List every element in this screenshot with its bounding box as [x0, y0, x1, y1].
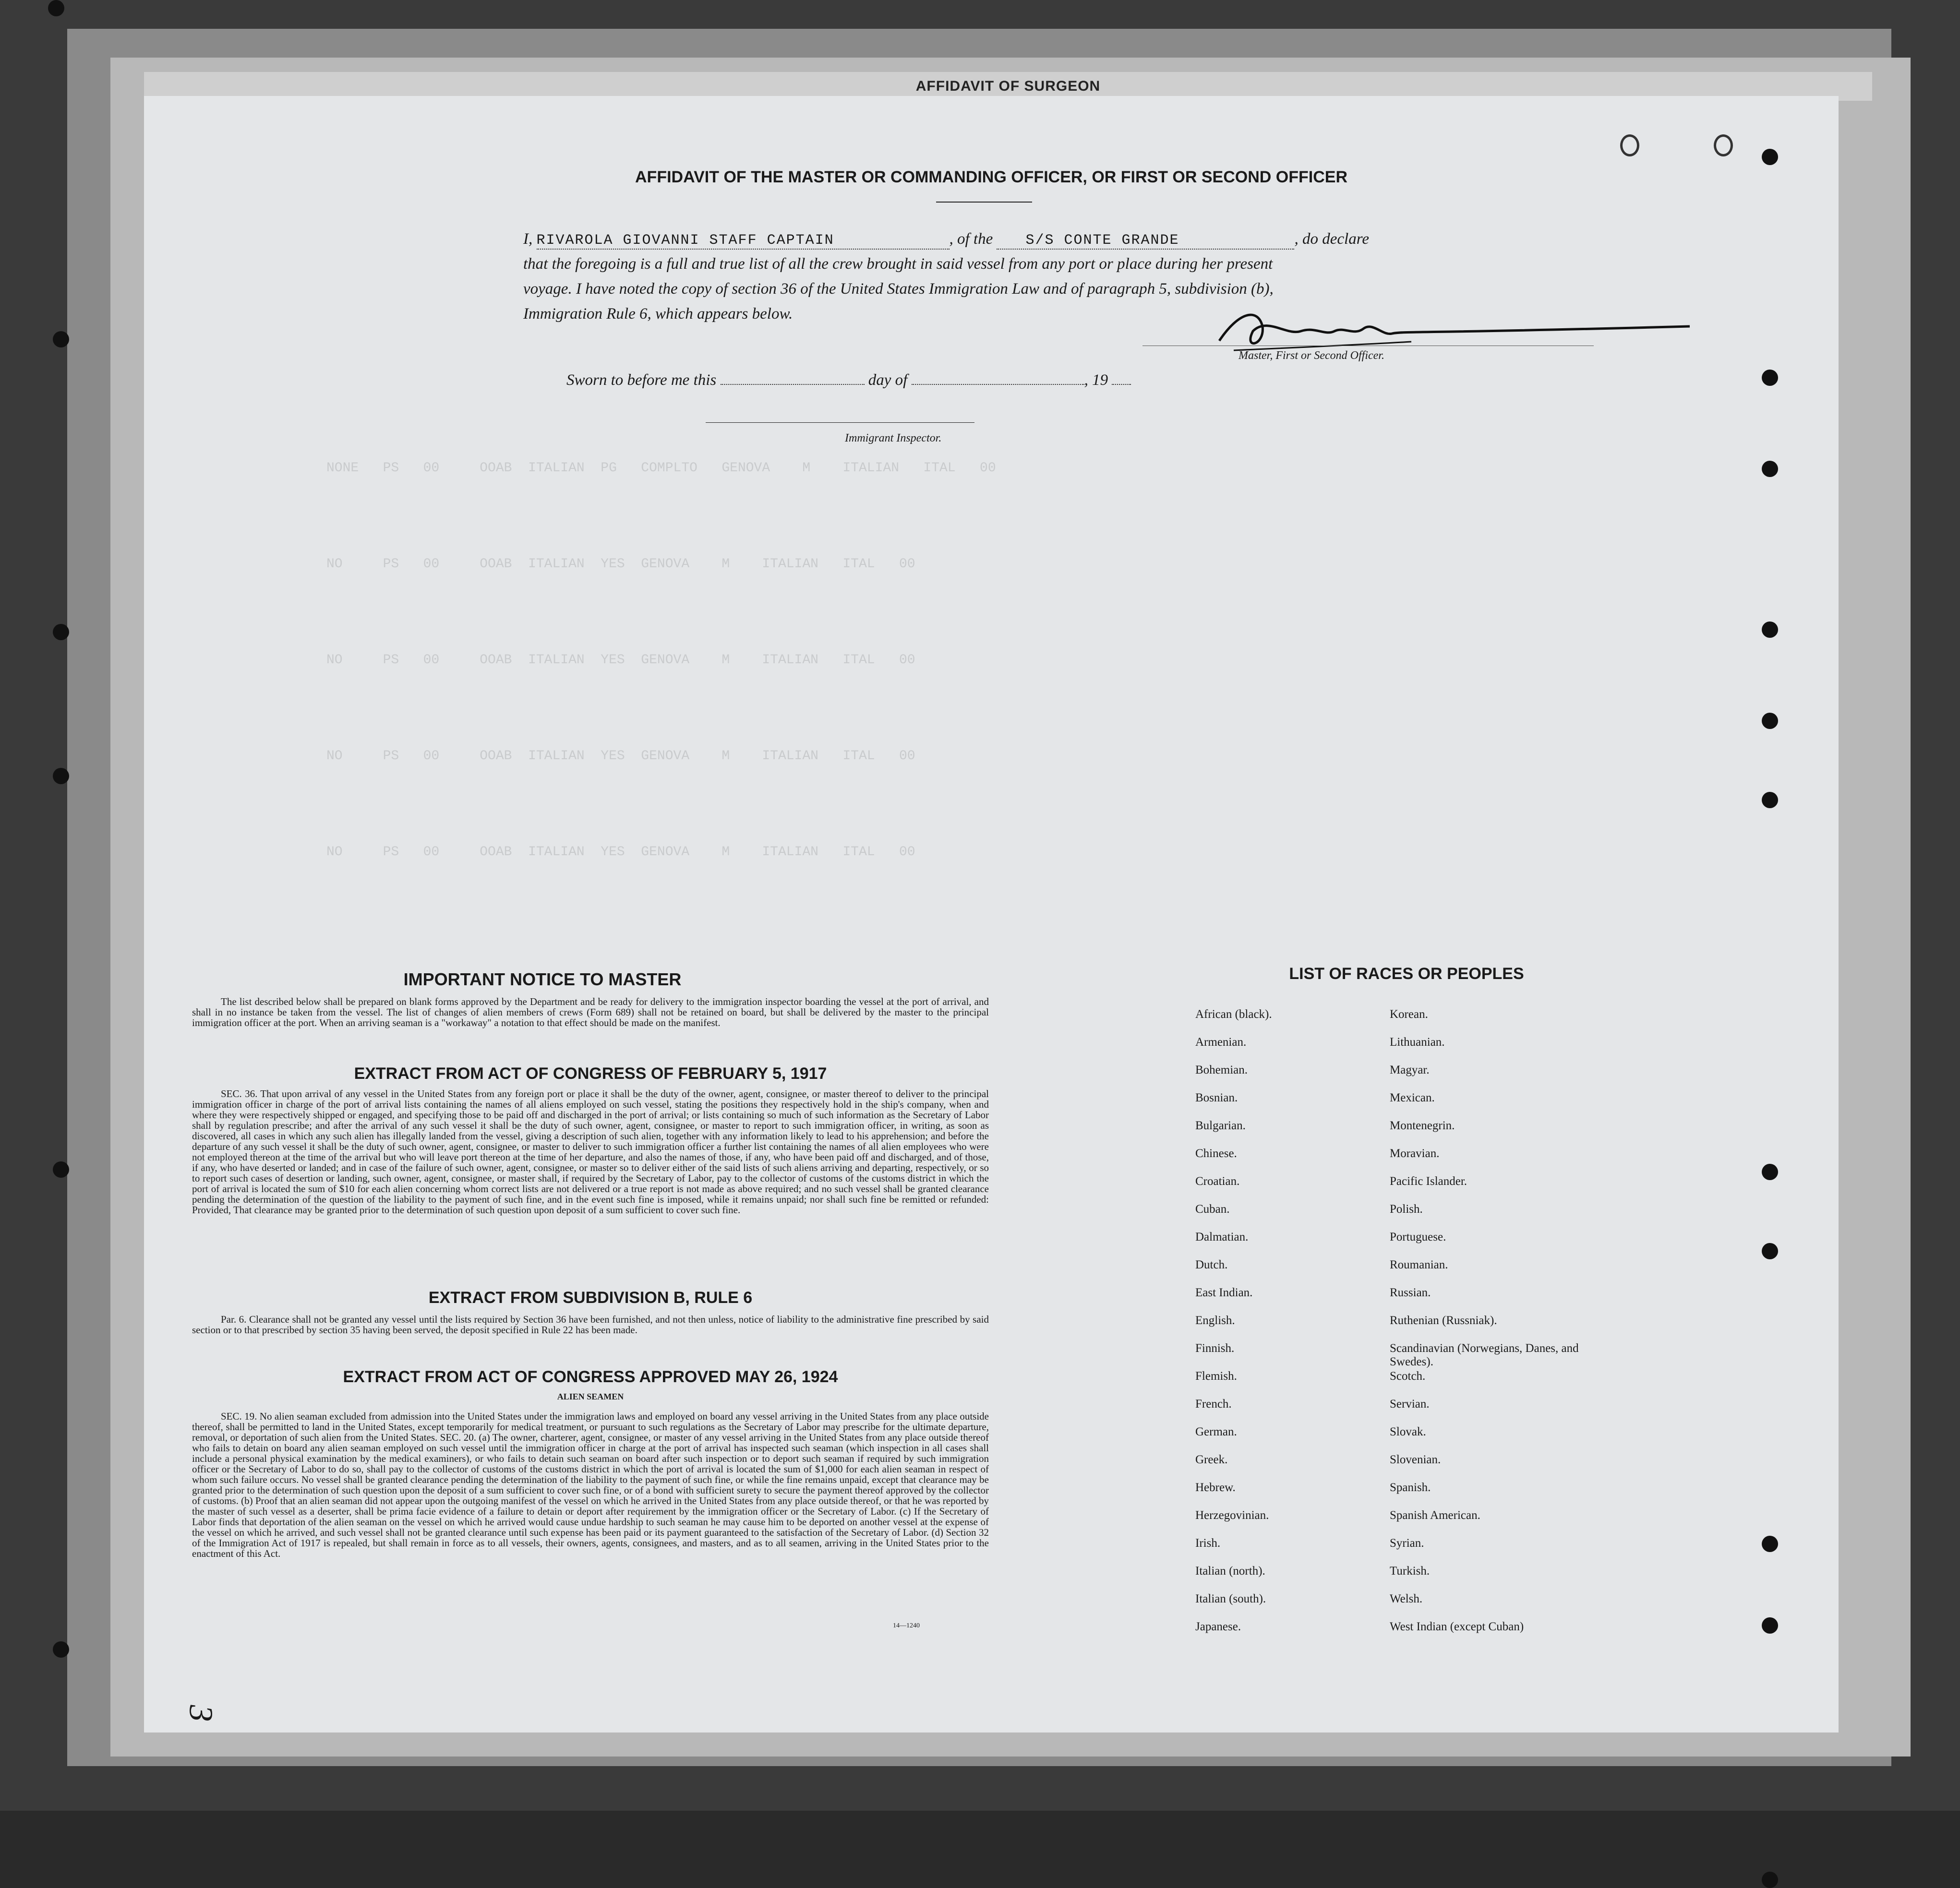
race-item: African (black). [1195, 1008, 1272, 1021]
sworn-year-prefix: , 19 [1084, 371, 1108, 389]
sworn-text: Sworn to before me this [566, 371, 717, 389]
punch-hole [1762, 1872, 1778, 1888]
race-item: Croatian. [1195, 1175, 1240, 1188]
race-item: Dalmatian. [1195, 1231, 1249, 1243]
inspector-signature-line [706, 422, 974, 423]
sworn-day-field [721, 384, 865, 385]
race-item: Hebrew. [1195, 1481, 1236, 1494]
bleed-through: NO PS 00 OOAB ITALIAN YES GENOVA M ITALIAN ITAL 00 [326, 749, 915, 764]
extract-1917-title: EXTRACT FROM ACT OF CONGRESS OF FEBRUARY 5, 1917 [354, 1064, 827, 1083]
race-item: Spanish American. [1390, 1509, 1480, 1522]
officer-name-field [537, 230, 950, 250]
margin-note: 3 [182, 1705, 219, 1722]
punch-hole [53, 768, 69, 784]
alien-seamen-subtitle: ALIEN SEAMEN [557, 1392, 624, 1401]
race-item: Scotch. [1390, 1370, 1426, 1383]
race-item: Flemish. [1195, 1370, 1237, 1383]
race-item: West Indian (except Cuban) [1390, 1620, 1524, 1633]
race-item: Bohemian. [1195, 1063, 1248, 1076]
race-item: Servian. [1390, 1398, 1430, 1410]
sworn-month-field [912, 384, 1084, 385]
extract-1924-title: EXTRACT FROM ACT OF CONGRESS APPROVED MAY 26, 1924 [343, 1368, 838, 1386]
of-the-text: , of the [949, 230, 993, 248]
bleed-through: NONE PS 00 OOAB ITALIAN PG COMPLTO GENOVA M ITALIAN ITAL 00 [326, 461, 996, 476]
race-item: Syrian. [1390, 1537, 1424, 1550]
sworn-year-field [1112, 384, 1131, 385]
race-item: Cuban. [1195, 1203, 1230, 1216]
race-item: Polish. [1390, 1203, 1423, 1216]
races-title: LIST OF RACES OR PEOPLES [1289, 965, 1524, 983]
inspector-caption: Immigrant Inspector. [845, 432, 942, 444]
punch-hole [53, 331, 69, 347]
punch-hole [53, 624, 69, 640]
form-number: 14—1240 [893, 1622, 920, 1629]
signature-caption: Master, First or Second Officer. [1239, 349, 1384, 362]
title-rule [936, 202, 1032, 203]
do-declare-text: , do declare [1294, 230, 1369, 248]
punch-hole [1762, 1617, 1778, 1634]
race-item: Turkish. [1390, 1565, 1430, 1577]
bleed-through: NO PS 00 OOAB ITALIAN YES GENOVA M ITALIAN ITAL 00 [326, 845, 915, 860]
races-right-column [1390, 1008, 1591, 1648]
master-signature [1142, 307, 1709, 365]
declaration-line-2: that the foregoing is a full and true list of all the crew brought in said vessel from any port or place during her present [523, 255, 1273, 273]
race-item: Greek. [1195, 1453, 1228, 1466]
race-item: Herzegovinian. [1195, 1509, 1269, 1522]
declaration-line-3: voyage. I have noted the copy of section 36 of the United States Immigration Law and of paragraph 5, subdivision (b), [523, 280, 1274, 298]
punch-hole [1762, 149, 1778, 165]
extract-1917-body: SEC. 36. That upon arrival of any vessel in the United States from any foreign port or place it shall be the duty of the owner, agent, consignee, or master thereof to deliver to the principal immigration officer in charge of the port of arrival lists containing the names of all aliens employed on such vessel, stating the positions they respectively hold in the ship's company, when and where they were respectively shipped or engaged, and specifying those to be paid off and discharged in the port of arrival; or lists containing so much of such information as the Secretary of Labor shall by regulation prescribe; and after the arrival of any such vessel it shall be the duty of such owner, agent, consignee, or master to report to such immigration officer, in writing, as soon as discovered, all cases in which any such alien has illegally landed from the vessel, giving a description of such alien, together with any information likely to lead to his apprehension; and before the departure of any such vessel it shall be the duty of such owner, agent, consignee, or master to deliver to such immigration officer a further list containing the names of all alien employees who were not employed thereon at the time of the arrival but who will leave port thereon at the time of her departure, and also the names of those, if any, who have been paid off and discharged, and of those, if any, who have deserted or landed; and in case of the failure of such owner, agent, consignee, or master so to deliver either of the said lists of such aliens arriving and departing, respectively, or so to report such cases of desertion or landing, such owner, agent, consignee, or master shall, if required by the Secretary of Labor, pay to the collector of customs of the customs district in which the port of arrival is located the sum of $10 for each alien concerning whom correct lists are not delivered or a true report is not made as above required; and no such vessel shall be granted clearance pending the determination of the question of the liability to the payment of such fine, and in the event such fine is imposed, while it remains unpaid; nor shall such fine be remitted or refunded: Provided, That clearance may be granted prior to the determination of such question upon deposit of a sum sufficient to cover such fine. [192, 1088, 989, 1216]
punch-hole [1762, 1164, 1778, 1180]
extract-rule6-body: Par. 6. Clearance shall not be granted any vessel until the lists required by Section 36 have been furnished, and not then unless, notice of liability to the administrative fine prescribed by said section or to that prescribed by section 35 having been served, the deposit specified in Rule 22 has been made. [192, 1314, 989, 1336]
race-item: Irish. [1195, 1537, 1221, 1550]
race-item: Italian (south). [1195, 1592, 1266, 1605]
race-item: German. [1195, 1425, 1237, 1438]
race-item: Scandinavian (Norwegians, Danes, and Swedes). [1390, 1342, 1579, 1368]
pronoun-i: I, [523, 230, 533, 248]
punch-hole [53, 1641, 69, 1658]
race-item: Mexican. [1390, 1091, 1435, 1104]
races-left-column [1195, 1008, 1368, 1648]
punch-hole [1620, 134, 1639, 156]
race-item: Bosnian. [1195, 1091, 1238, 1104]
notice-title: IMPORTANT NOTICE TO MASTER [403, 969, 682, 989]
race-item: Pacific Islander. [1390, 1175, 1467, 1188]
race-item: Magyar. [1390, 1063, 1430, 1076]
race-item: East Indian. [1195, 1286, 1253, 1299]
notice-body: The list described below shall be prepared on blank forms approved by the Department and be ready for delivery to the immigration inspector boarding the vessel at the port of arrival, and shall in no instance be taken from the vessel. The list of changes of alien members of crews (Form 689) shall not be retained on board, but shall be delivered by the master to the principal immigration officer at the port. When an arriving seaman is a "workaway" a notation to that effect should be made on the manifest. [192, 996, 989, 1028]
race-item: English. [1195, 1314, 1235, 1327]
declaration-line-1 [523, 230, 1369, 250]
race-item: Ruthenian (Russniak). [1390, 1314, 1497, 1327]
race-item: Montenegrin. [1390, 1119, 1455, 1132]
race-item: Moravian. [1390, 1147, 1440, 1160]
punch-hole [1762, 1243, 1778, 1259]
declaration-line-4: Immigration Rule 6, which appears below. [523, 305, 793, 323]
bleed-through: NO PS 00 OOAB ITALIAN YES GENOVA M ITALIAN ITAL 00 [326, 653, 915, 668]
race-item: Lithuanian. [1390, 1036, 1445, 1049]
sworn-line [566, 371, 1131, 389]
vessel-name-field [997, 230, 1294, 250]
race-item: Slovak. [1390, 1425, 1426, 1438]
race-item: Russian. [1390, 1286, 1431, 1299]
race-item: Chinese. [1195, 1147, 1237, 1160]
race-item: Portuguese. [1390, 1231, 1446, 1243]
race-item: Spanish. [1390, 1481, 1431, 1494]
punch-hole [1762, 461, 1778, 477]
race-item: Japanese. [1195, 1620, 1241, 1633]
document-page [144, 96, 1839, 1733]
bleed-through: NO PS 00 OOAB ITALIAN YES GENOVA M ITALIAN ITAL 00 [326, 557, 915, 572]
top-label: AFFIDAVIT OF SURGEON [915, 78, 1101, 94]
race-item: Armenian. [1195, 1036, 1247, 1049]
extract-rule6-title: EXTRACT FROM SUBDIVISION B, RULE 6 [428, 1289, 753, 1307]
race-item: Finnish. [1195, 1342, 1235, 1355]
race-item: French. [1195, 1398, 1232, 1410]
vessel-name: S/S CONTE GRANDE [1025, 232, 1179, 249]
punch-hole [1762, 792, 1778, 808]
extract-1924-body: SEC. 19. No alien seaman excluded from admission into the United States under the immigration laws and employed on board any vessel arriving in the United States from any place outside thereof, shall be permitted to land in the United States, except temporarily for medical treatment, or pursuant to such regulations as the Secretary of Labor may prescribe for the ultimate departure, removal, or deportation of such alien from the United States. SEC. 20. (a) The owner, charterer, agent, consignee, or master of any vessel arriving in the United States from any place outside thereof who fails to detain on board any alien seaman employed on such vessel until the immigration officer in charge at the port of arrival has inspected such seaman (which inspection in all cases shall include a personal physical examination by the medical examiners), or who fails to detain such seaman on board after such inspection or to deport such seaman if required by such immigration officer or the Secretary of Labor to do so, shall pay to the collector of customs of the customs district in which the port of arrival is located the sum of $1,000 for each alien seaman in respect of whom such failure occurs. No vessel shall be granted clearance pending the determination of the liability to the payment of such fine, or while the fine remains unpaid, except that clearance may be granted prior to the determination of such question upon the deposit of a sum sufficient to cover such fine, or of a bond with sufficient surety to secure the payment thereof approved by the collector of customs. (b) Proof that an alien seaman did not appear upon the outgoing manifest of the vessel on which he arrived in the United States from any place outside thereof, or that he was reported by the master of such vessel as a deserter, shall be prima facie evidence of a failure to detain or deport after requirement by the immigration officer or the Secretary of Labor. (c) If the Secretary of Labor finds that deportation of the alien seaman on the vessel on which he arrived would cause undue hardship to such seaman he may cause him to be deported on another vessel at the expense of the vessel on which he arrived, and such vessel shall not be granted clearance until such expense has been paid or its payment guaranteed to the satisfaction of the Secretary of Labor. (d) Section 32 of the Immigration Act of 1917 is repealed, but shall remain in force as to all vessels, their owners, agents, consignees, and masters, and as to all seamen, arriving in the United States prior to the enactment of this Act. [192, 1410, 989, 1559]
officer-name: RIVAROLA GIOVANNI STAFF CAPTAIN [536, 232, 834, 249]
punch-hole [1762, 713, 1778, 729]
race-item: Italian (north). [1195, 1565, 1265, 1577]
race-item: Bulgarian. [1195, 1119, 1246, 1132]
punch-hole [48, 0, 64, 16]
sworn-day-of: day of [868, 371, 908, 389]
punch-hole [1762, 621, 1778, 638]
punch-hole [1762, 1536, 1778, 1552]
punch-hole [1714, 134, 1733, 156]
race-item: Roumanian. [1390, 1258, 1448, 1271]
affidavit-title: AFFIDAVIT OF THE MASTER OR COMMANDING OFFICER, OR FIRST OR SECOND OFFICER [635, 168, 1347, 186]
race-item: Dutch. [1195, 1258, 1228, 1271]
punch-hole [53, 1161, 69, 1178]
race-item: Welsh. [1390, 1592, 1423, 1605]
punch-hole [1762, 370, 1778, 386]
race-item: Slovenian. [1390, 1453, 1441, 1466]
race-item: Korean. [1390, 1008, 1428, 1021]
